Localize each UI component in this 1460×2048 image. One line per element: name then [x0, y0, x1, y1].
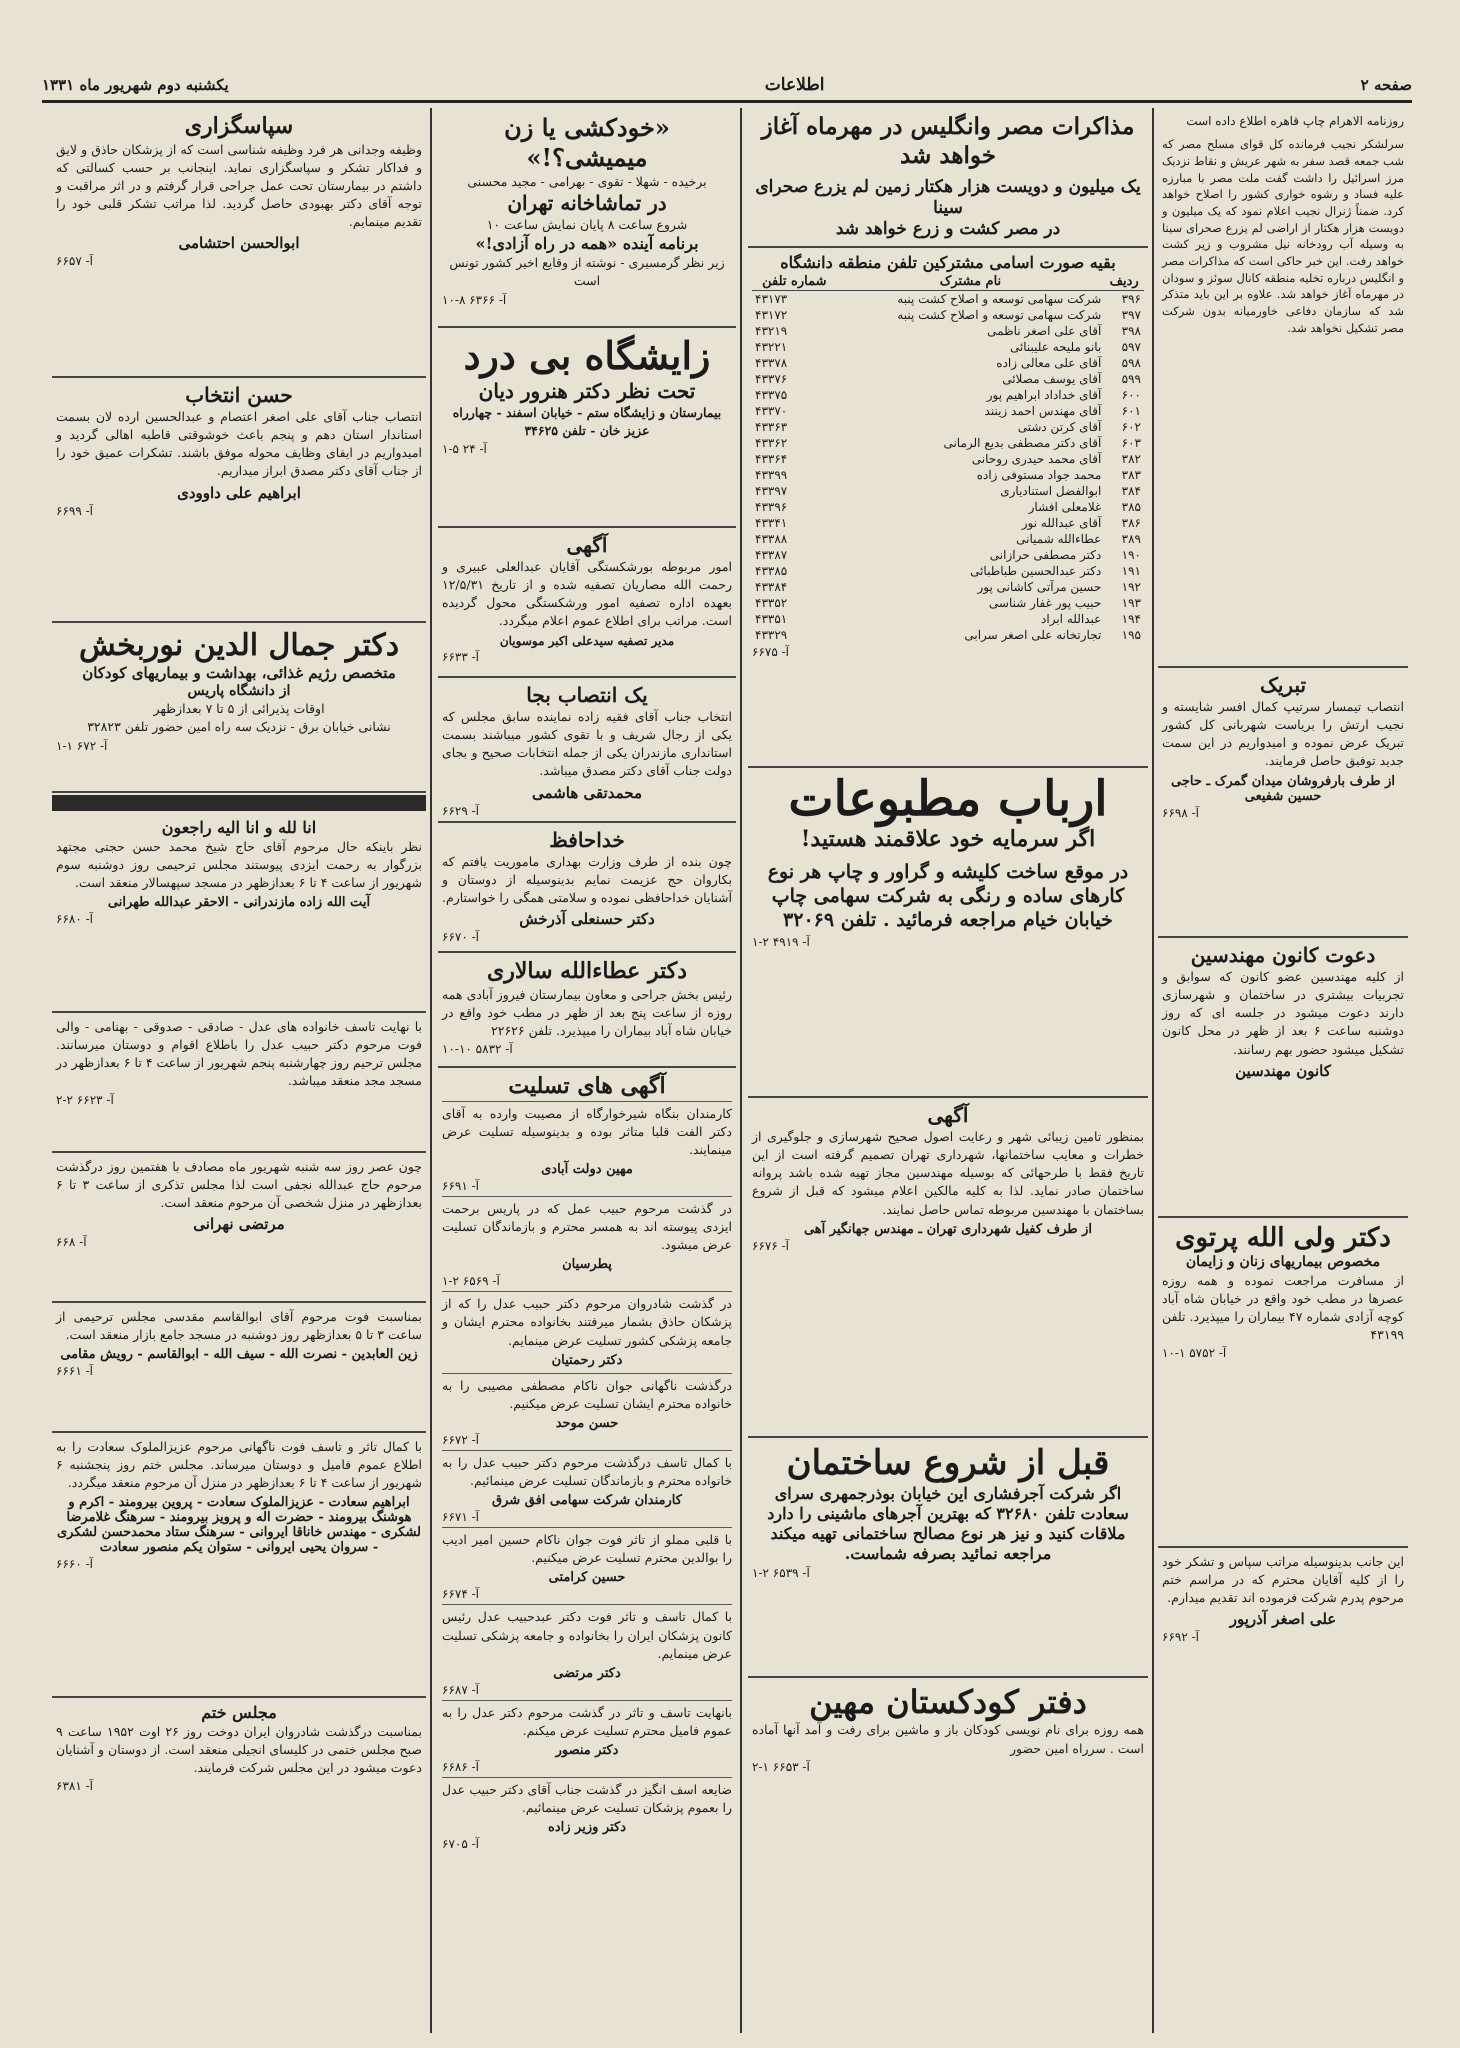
- congrats-body: انتصاب تیمسار سرتیپ کمال افسر شایسته و نجیب ارتش را بریاست شهربانی کل کشور تبریک عرض نموده و امیدواریم در این سمت جدید توفیق حاصل فرمایند.: [1162, 699, 1404, 769]
- phone-number: ۴۳۳۶۴: [755, 452, 788, 466]
- condolence-sig: حسین کرامتی: [548, 1570, 626, 1586]
- ad-code: آ- ۶۶۷۰: [442, 930, 479, 945]
- ad-code: آ- ۶۶۵۷: [56, 254, 93, 269]
- condolence-sig: حسن موحد: [555, 1415, 619, 1431]
- ad-code: آ- ۶۶۳۳: [442, 649, 479, 664]
- maternity-title: زایشگاه بی درد: [463, 333, 711, 378]
- column-rule: [740, 108, 742, 2033]
- maternity-subtitle: تحت نظر دکتر هنرور دیان: [478, 378, 696, 403]
- publishers-title: ارباب مطبوعات: [788, 771, 1108, 827]
- kanoon-body: از کلیه مهندسین عضو کانون که سوابق و تجربیات بیشتری در ساختمان و شهرسازی دارند دعوت میشود در جلسه ای که روز دوشنبه ساعت ۶ بعد از ظهر در محل کانون تشکیل میشود حضور بهم رسانند.: [1162, 969, 1404, 1057]
- doctor-hours: اوقات پذیرائی از ۵ تا ۷ بعدازظهر: [153, 701, 325, 717]
- ad-code: آ- ۶۶۲۳ ۲-۲: [56, 1092, 114, 1107]
- subscriber-name: دکتر مصطفی حرازانی: [989, 548, 1102, 562]
- thanks-ad: [52, 108, 426, 378]
- ad-code: آ- ۶۶۲۹: [442, 803, 479, 818]
- phone-number: ۴۳۳۷۵: [755, 388, 788, 402]
- farewell-title: خداحافظ: [549, 828, 625, 852]
- doctor-title: دکتر عطاءالله سالاری: [486, 958, 687, 984]
- notice-signature: از طرف کفیل شهرداری تهران ـ مهندس جهانگیر آهی: [803, 1221, 1093, 1237]
- headline: مذاکرات مصر وانگلیس در مهرماه آغاز خواهد شد: [761, 113, 1135, 169]
- appointment-signature: محمدتقی هاشمی: [532, 783, 642, 802]
- row-number: ۶۰۰: [1121, 388, 1141, 402]
- table-row: [752, 323, 1144, 339]
- phone-list-title: بقیه صورت اسامی مشترکین تلفن منطقه دانشگاه: [780, 253, 1116, 272]
- row-number: ۵۹۷: [1121, 340, 1141, 354]
- row-number: ۶۰۳: [1121, 436, 1141, 450]
- ad-code: آ- ۶۶۹۸: [1162, 805, 1199, 820]
- engineers-invitation: [1158, 938, 1408, 1218]
- doctor-subtitle: متخصص رژیم غذائی، بهداشت و بیماریهای کودکان: [82, 664, 396, 682]
- appointment-ad: [438, 678, 736, 823]
- good-choice-title: حسن انتخاب: [185, 383, 293, 407]
- doctor-partovi-ad: [1158, 1218, 1408, 1548]
- condolence-item: [442, 1196, 732, 1291]
- mourning-title: مجلس ختم: [201, 1703, 277, 1722]
- condolence-item: [442, 1450, 732, 1527]
- doctor-body: رئیس بخش جراحی و معاون بیمارستان فیروز آبادی همه روزه از ساعت پنج بعد از ظهر در مطب خود واقع در خیابان شاه آباد بیماران را میپذیرد. تلفن ۲۲۶۲۶: [442, 986, 732, 1038]
- theater-times: شروع ساعت ۸ پایان نمایش ساعت ۱۰: [486, 217, 688, 233]
- note-body: این جانب بدینوسیله مراتب سپاس و تشکر خود را از کلیه آقایان محترم که در مراسم ختم مرحوم پدرم شرکت فرموده اند تقدیم میدارم.: [1162, 1554, 1404, 1606]
- construction-title: قبل از شروع ساختمان: [786, 1443, 1110, 1483]
- condolence-item: [442, 1527, 732, 1604]
- good-choice-body: انتصاب جناب آقای علی اصغر اعتصام و عبدالحسین ارده لان بسمت استاندار استان دهم و پنجم باعث خوشوقتی قاطبه اهالی گردید و امیدواریم در ایفای وظایف محوله موفق باشند. تشکرات عمیق خود را از جناب آقای دکتر مصدق ابراز میداریم.: [56, 409, 422, 479]
- phone-number: ۴۳۳۸۵: [755, 564, 788, 578]
- phone-number: ۴۳۳۷۶: [755, 372, 788, 386]
- doctor-university: از دانشگاه پاریس: [187, 682, 291, 699]
- phone-number: ۴۳۳۸۸: [755, 532, 788, 546]
- notice-title: آگهی: [927, 1103, 969, 1127]
- paper-name: اطلاعات: [764, 75, 825, 95]
- column-1: [1158, 108, 1408, 2038]
- row-number: ۳۸۵: [1121, 500, 1141, 514]
- subscriber-name: حسین مرآتی کاشانی پور: [977, 580, 1102, 594]
- ad-code: آ- ۶۶۶۱: [56, 1364, 93, 1379]
- ad-code: آ- ۵۸۳۲ ۱۰-۱۰: [442, 1041, 513, 1056]
- mourning-ad-3: [52, 1153, 426, 1303]
- table-row: [752, 515, 1144, 531]
- notice-body: بمنظور تامین زیبائی شهر و رعایت اصول صحیح شهرسازی و جلوگیری از خطرات و معایب ساختمانها، شهرداری تهران تصمیم گرفته است از این تاریخ فقط با طرحهائی که بوسیله مهندسین مجاز تهیه شده باشد پروانه ساختمان صادر نماید. لذا به کلیه مالکین اعلام میشود که قبل از شروع بساختمان با مهندسین مربوطه تماس حاصل نمایند.: [752, 1129, 1144, 1217]
- column-2: [748, 108, 1148, 2038]
- subscriber-name: عطاءالله شمیانی: [1016, 532, 1102, 546]
- row-number: ۱۹۵: [1121, 628, 1141, 642]
- condolences-section: [438, 1068, 736, 2028]
- condolence-code: آ- ۶۶۷۱: [442, 1510, 479, 1525]
- doctor-subtitle: مخصوص بیماریهای زنان و زایمان: [1185, 1254, 1381, 1271]
- row-number: ۱۹۰: [1121, 548, 1141, 562]
- phone-number: ۴۳۳۹۹: [755, 468, 788, 482]
- theater-ad: [438, 108, 736, 328]
- ad-code: آ- ۶۶۷۶: [752, 1238, 789, 1253]
- theater-note: زیر نظر گرمسیری - نوشته از وقایع اخیر کشور تونس است: [449, 255, 725, 289]
- ad-code: آ- ۲۴ ۵-۱: [442, 441, 487, 456]
- phone-number: ۴۳۲۲۱: [755, 340, 788, 354]
- phone-number: ۴۳۳۷۸: [755, 356, 788, 370]
- table-row: [752, 611, 1144, 627]
- phone-number: ۴۳۲۱۹: [755, 324, 788, 338]
- mourning-body: بمناسبت فوت مرحوم آقای ابوالقاسم مقدسی مجلس ترحیمی از ساعت ۳ تا ۵ بعدازظهر روز دوشنبه در مسجد جامع بازار منعقد است.: [56, 1309, 422, 1343]
- page-number: صفحه ۲: [1360, 76, 1412, 94]
- news-body: سرلشکر نجیب فرمانده کل قوای مسلح مصر که شب جمعه قصد سفر به شهر عریش و نقاط نزدیک مرز اسرائیل را داشت گفت ملت مصر با مبارزه علیه فساد و رشوه خواری کشور را اصلاح خواهد کرد. ضمناً ژنرال نجیب اعلام نمود که یک میلیون و دویست هزار هکتار از اراضی لم یزرع صحرای سینا به وسیله آب رودخانه نیل مشروب و زیر کشت خواهد رفت. این خبر حاکی است که مذاکرات مصر و انگلیس درباره تخلیه منطقه کانال سوئز و سودان در مهرماه آغاز خواهد شد. علاوه بر این باید متذکر شد که سازمان دفاعی خاورمیانه بدون شرکت مصر تشکیل نخواهد شد.: [1162, 137, 1404, 335]
- table-row: [752, 467, 1144, 483]
- condolence-item: [442, 1700, 732, 1777]
- subscriber-name: غلامعلی افشار: [1028, 500, 1102, 514]
- good-choice-ad: [52, 378, 426, 623]
- column-rule: [1152, 108, 1154, 2033]
- condolence-code: آ- ۶۶۸۶: [442, 1760, 479, 1774]
- table-row: [752, 499, 1144, 515]
- farewell-body: چون بنده از طرف وزارت بهداری ماموریت یافتم که بکاروان حج عزیمت نمایم بدینوسیله از دوستان و آشنایان خداحافظی نموده و سلامتی همگی را خواستارم.: [442, 854, 732, 906]
- subheadline-1: یک میلیون و دویست هزار هکتار زمین لم یزرع صحرای سینا: [755, 176, 1141, 218]
- thanks-note: [1158, 1548, 1408, 1708]
- col-header: شماره تلفن: [752, 273, 837, 291]
- table-row: [752, 387, 1144, 403]
- subscriber-name: آقای علی اصغر ناظمی: [987, 324, 1102, 338]
- kanoon-title: دعوت کانون مهندسین: [1190, 943, 1376, 967]
- subscriber-name: دکتر عبدالحسین طباطبائی: [970, 564, 1102, 578]
- condolence-code: آ- ۶۶۷۴: [442, 1587, 479, 1602]
- issue-date: یکشنبه دوم شهریور ماه ۱۳۳۱: [42, 76, 229, 94]
- subscriber-name: شرکت سهامی توسعه و اصلاح کشت پنبه: [897, 308, 1102, 322]
- col-header: ردیف: [1104, 273, 1144, 291]
- condolence-body: با کمال تاسف درگذشت مرحوم دکتر حبیب عدل را به خانواده محترم و بازماندگان تسلیت عرض مینمائیم.: [442, 1454, 732, 1488]
- row-number: ۱۹۲: [1121, 580, 1141, 594]
- kindergarten-body: همه روزه برای نام نویسی کودکان باز و ماشین برای رفت و آمد آنها آماده است . سرراه امین حضور: [752, 1722, 1144, 1756]
- condolence-code: آ- ۶۶۹۱: [442, 1178, 479, 1193]
- table-row: [752, 419, 1144, 435]
- condolences-title: آگهی های تسلیت: [508, 1073, 666, 1099]
- table-row: [752, 355, 1144, 371]
- condolence-body: ضایعه اسف انگیز در گذشت جناب آقای دکتر حبیب عدل را بعموم پزشکان تسلیت عرض مینمائیم.: [442, 1782, 732, 1816]
- mourning-ad-6: [52, 1698, 426, 1848]
- ad-code: آ- ۶۳۶۶ ۸-۱۰: [442, 292, 507, 307]
- row-number: ۱۹۱: [1121, 564, 1141, 578]
- mourning-signature: مرتضی نهرانی: [193, 1215, 285, 1234]
- phone-number: ۴۳۳۲۹: [755, 628, 788, 642]
- subscriber-name: ابوالفضل استنادیاری: [1000, 484, 1102, 498]
- ad-code: آ- ۶۶۸۰: [56, 912, 93, 927]
- doctor-address: نشانی خیابان برق - نزدیک سه راه امین حضور تلفن ۳۲۸۲۳: [87, 719, 391, 735]
- good-choice-signature: ابراهیم علی داوودی: [177, 483, 301, 502]
- mourning-body: بمناسبت درگذشت شادروان ایران دوخت روز ۲۶ اوت ۱۹۵۲ ساعت ۹ صبح مجلس ختمی در کلیسای انجیلی منعقد است. از دوستان و آشنایان دعوت میشود در این مجلس شرکت فرمایند.: [56, 1724, 422, 1776]
- note-signature: علی اصغر آذرپور: [1229, 1610, 1337, 1629]
- condolence-item: [442, 1291, 732, 1372]
- condolence-body: با قلبی مملو از تاثر فوت جوان ناکام حسین امیر ادیب را بوالدین محترم تسلیت عرض میکنیم.: [442, 1532, 732, 1566]
- condolence-body: بانهایت تاسف و تاثر در گذشت مرحوم دکتر عدل را به عموم فامیل محترم تسلیت عرض میکنم.: [442, 1704, 732, 1738]
- thanks-title: سپاسگزاری: [184, 113, 294, 139]
- maternity-ad: [438, 328, 736, 528]
- thanks-body: وظیفه وجدانی هر فرد وظیفه شناسی است که از پزشکان حاذق و لایق و فداکار تشکر و سپاسگزاری نماید. اینجانب بر حسب کسالتی که داشتم در بیمارستان تحت عمل جراحی قرار گرفتم و در اثر مراقبت و توجه آقای دکتر بهبودی حاصل گردید. لذا مراتب تشکر قلبی خود را تقدیم مینمایم.: [56, 141, 422, 229]
- row-number: ۱۹۴: [1121, 612, 1141, 626]
- theater-venue: در تماشاخانه تهران: [507, 191, 667, 216]
- condolence-sig: دکتر رحمتیان: [551, 1352, 623, 1368]
- subscriber-name: عبدالله ابراد: [1041, 612, 1102, 626]
- theater-cast: برخیده - شهلا - تقوی - بهرامی - مجید محسنی: [467, 174, 707, 189]
- ad-code: آ- ۶۶۶۰: [56, 1557, 93, 1572]
- row-number: ۶۰۱: [1121, 404, 1141, 418]
- column-rule: [430, 108, 432, 2033]
- table-row: [752, 579, 1144, 595]
- subscriber-name: آقای مهندس احمد زینند: [984, 404, 1102, 418]
- subheadline-2: در مصر کشت و زرع خواهد شد: [835, 219, 1061, 239]
- subscriber-name: محمد جواد مستوفی زاده: [976, 468, 1102, 482]
- phone-number: ۴۳۱۷۳: [755, 292, 788, 306]
- subscriber-name: تجارتخانه علی اصغر سرابی: [964, 628, 1102, 642]
- table-row: [752, 451, 1144, 467]
- column-3: [438, 108, 736, 2038]
- row-number: ۵۹۹: [1121, 372, 1141, 386]
- condolence-body: در گذشت شادروان مرحوم دکتر حبیب عدل را که از پزشکان حاذق بشمار میرفتند بخانواده محترم ایشان و جامعه پزشکی کشور تسلیت عرض مینمایم.: [442, 1296, 732, 1348]
- publishers-line1: اگر سرمایه خود علاقمند هستید!: [800, 825, 1096, 852]
- mourning-title: انا لله و انا الیه راجعون: [161, 818, 317, 837]
- phone-number: ۴۳۳۶۲: [755, 436, 788, 450]
- thanks-signature: ابوالحسن احتشامی: [178, 234, 300, 253]
- doctor-body: از مسافرت مراجعت نموده و همه روزه عصرها در مطب خود واقع در خیابان شاه آباد کوچه آزادی شماره ۴۷ بیماران را میپذیرد. تلفن ۴۳۱۹۹: [1162, 1272, 1404, 1343]
- bankruptcy-notice: [438, 528, 736, 678]
- ad-code: آ- ۶۳۸۱: [56, 1779, 93, 1794]
- condolence-sig: دکتر منصور: [555, 1743, 619, 1758]
- phone-number: ۴۳۳۸۷: [755, 548, 788, 562]
- ad-code: آ- ۶۵۳۹ ۲-۱: [752, 1565, 810, 1580]
- table-row: [752, 547, 1144, 563]
- phone-number: ۴۳۳۶۳: [755, 420, 788, 434]
- column-4: [52, 108, 426, 2038]
- phone-table: [752, 273, 1144, 643]
- ad-code: آ- ۶۶۵۳ ۱-۲: [752, 1759, 810, 1774]
- doctor-nourbakhsh-ad: [52, 623, 426, 793]
- table-row: [752, 627, 1144, 643]
- mourning-signature: ابراهیم سعادت - عزیزالملوک سعادت - پروین بیرومند - اکرم و هوشنگ بیرومند - حضرت اله و پرویز بیرومند - سرهنگ غلامرضا لشکری - مهندس خاناقا ایروانی - سرهنگ ستاد محمدحسن لشکری - سروان یحیی ایروانی - ستوان یکم منصور سعادت: [56, 1495, 422, 1556]
- kindergarten-title: دفتر کودکستان مهین: [809, 1683, 1087, 1721]
- table-row: [752, 531, 1144, 547]
- publishers-ad: [748, 768, 1148, 1098]
- headline-block: [748, 108, 1148, 248]
- condolence-body: درگذشت ناگهانی جوان ناکام مصطفی مصیبی را به خانواده محترم ایشان تسلیت عرض میکنیم.: [442, 1377, 732, 1411]
- appointment-title: یک انتصاب بجا: [526, 683, 648, 707]
- row-number: ۳۸۳: [1121, 468, 1141, 482]
- phone-list: [748, 248, 1148, 768]
- condolence-code: آ- ۶۵۶۹ ۲-۱: [442, 1274, 500, 1289]
- table-row: [752, 291, 1144, 308]
- table-row: [752, 435, 1144, 451]
- condolence-item: [442, 1101, 732, 1196]
- row-number: ۳۹۷: [1121, 308, 1141, 322]
- phone-number: ۴۳۳۸۴: [755, 580, 788, 594]
- subscriber-name: آقای علی معالی زاده: [996, 356, 1102, 370]
- row-number: ۳۸۶: [1121, 516, 1141, 530]
- row-number: ۳۹۶: [1121, 292, 1141, 306]
- condolence-sig: کارمندان شرکت سهامی افق شرق: [492, 1493, 682, 1509]
- news-kicker: روزنامه الاهرام چاپ قاهره اطلاع داده است: [1186, 114, 1404, 128]
- row-number: ۵۹۸: [1121, 356, 1141, 370]
- mourning-ad-1: [52, 813, 426, 1013]
- table-row: [752, 563, 1144, 579]
- ad-code: آ- ۶۶۹۹: [56, 503, 93, 518]
- condolence-sig: پطرسیان: [562, 1257, 612, 1273]
- phone-number: ۴۳۳۵۱: [755, 612, 788, 626]
- condolence-item: [442, 1604, 732, 1699]
- mourning-signature: زین العابدین - نصرت الله - سیف الله - ابوالقاسم - رویش مقامی: [60, 1347, 418, 1363]
- phone-number: ۴۳۱۷۲: [755, 308, 788, 322]
- phone-number: ۴۳۳۷۰: [755, 404, 788, 418]
- row-number: ۳۸۴: [1121, 484, 1141, 498]
- ad-code: آ- ۶۷۲ ۱-۱: [56, 738, 108, 753]
- condolence-body: کارمندان بنگاه شیرخوارگاه از مصیبت وارده به آقای دکتر الفت قلبا متاثر بوده و بدینوسیله تسلیت عرض مینمایند.: [442, 1105, 732, 1157]
- maternity-address: بیمارستان و زایشگاه ستم - خیابان اسفند - چهارراه عزیز خان - تلفن ۳۴۶۲۵: [452, 404, 722, 438]
- theater-title: «خودکشی یا زن میمیشی؟!»: [504, 113, 670, 172]
- table-row: [752, 595, 1144, 611]
- condolence-item: [442, 1777, 732, 1854]
- publishers-line2: در موقع ساخت کلیشه و گراور و چاپ هر نوع کارهای ساده و رنگی به شرکت سهامی چاپ خیابان خیام مراجعه فرمائید . تلفن ۳۲۰۶۹: [767, 861, 1129, 931]
- appointment-body: انتخاب جناب آقای فقیه زاده نماینده سابق مجلس که یکی از رجال شریف و با تقوی کشور میباشند بسمت استانداری مازندران یکی از جمله انتخابات صحیح و بجای دولت جناب آقای دکتر مصدق میباشد.: [442, 709, 732, 779]
- subscriber-name: حبیب پور غفار شناسی: [988, 596, 1102, 610]
- table-row: [752, 483, 1144, 499]
- table-row: [752, 307, 1144, 323]
- congrats-ad: [1158, 668, 1408, 938]
- mourning-ad-5: [52, 1433, 426, 1698]
- kanoon-signature: کانون مهندسین: [1235, 1061, 1331, 1080]
- ad-code: آ- ۵۷۵۲ ۱-۱۰: [1162, 1346, 1227, 1361]
- condolence-code: آ- ۶۷۰۵: [442, 1837, 479, 1852]
- mourning-body: چون عصر روز سه شنبه شهریور ماه مصادف با هفتمین روز درگذشت مرحوم حاج عبدالله نجفی است لذا مجلس تذکری از ساعت ۳ تا ۶ بعدازظهر در منزل شخصی آن مرحوم منعقد است.: [56, 1159, 423, 1211]
- theater-next: برنامه آینده «همه در راه آزادی!»: [475, 234, 699, 254]
- farewell-signature: دکتر حسنعلی آذرخش: [519, 910, 655, 929]
- table-row: [752, 339, 1144, 355]
- subscriber-name: بانو ملیحه علیبنائی: [1009, 340, 1102, 354]
- table-row: [752, 403, 1144, 419]
- row-number: ۱۹۳: [1121, 596, 1141, 610]
- subscriber-name: آقای خداداد ابراهیم پور: [986, 388, 1102, 402]
- row-number: ۳۸۹: [1121, 532, 1141, 546]
- doctor-title: دکتر جمال الدین نوربخش: [78, 628, 400, 663]
- subscriber-name: آقای دکتر مصطفی بدیع الرمانی: [943, 436, 1102, 450]
- row-number: ۳۸۲: [1121, 452, 1141, 466]
- separator-bar: [52, 795, 426, 811]
- col-header: نام مشترک: [837, 273, 1105, 291]
- condolence-item: [442, 1373, 732, 1450]
- kindergarten-ad: [748, 1678, 1148, 1828]
- mourning-body: نظر باینکه حال مرحوم آقای حاج شیخ محمد حسن حجتی مجتهد بزرگوار به رحمت ایزدی پیوستند مجلس ترحیمی روز دوشنبه سوم شهریور از ساعت ۴ تا ۶ بعدازظهر در مسجد سپهسالار منعقد است.: [56, 839, 422, 891]
- construction-body: اگر شرکت آجرفشاری این خیابان بوذرجمهری سرای سعادت تلفن ۳۲۶۸۰ که بهترین آجرهای ماشینی را دارد ملاقات کنید و نیز هر نوع مصالح ساختمانی تهیه میکند مراجعه نمائید بصرفه شماست.: [767, 1483, 1129, 1563]
- page-header: [42, 70, 1412, 103]
- phone-number: ۴۳۳۹۶: [755, 500, 788, 514]
- condolence-sig: دکتر وزیر زاده: [548, 1820, 626, 1836]
- condolence-code: آ- ۶۶۷۲: [442, 1432, 479, 1447]
- mourning-signature: آیت الله زاده مازندرانی - الاحقر عبدالله طهرانی: [107, 895, 371, 911]
- doctor-title: دکتر ولی الله پرتوی: [1175, 1223, 1391, 1253]
- subscriber-name: آقای محمد حیدری روحانی: [971, 452, 1102, 466]
- construction-ad: [748, 1438, 1148, 1678]
- condolence-sig: دکتر مرتضی: [553, 1665, 621, 1681]
- mourning-ad-2: [52, 1013, 426, 1153]
- subscriber-name: آقای یوسف مصلائی: [1002, 372, 1102, 386]
- phone-number: ۴۳۳۴۱: [755, 516, 788, 530]
- mourning-body: با نهایت تاسف خانواده های عدل - صادقی - صدوقی - بهنامی - والی فوت مرحوم دکتر حبیب عدل را باطلاع اقوام و دوستان میرسانند. مجلس ترحیم روز چهارشنبه پنجم شهریور از ساعت ۴ تا ۶ بعدازظهر در مسجد مجد منعقد میباشد.: [56, 1019, 422, 1089]
- notice-title: آگهی: [566, 533, 608, 557]
- notice-body: امور مربوطه بورشکستگی آقایان عبدالعلی عبیری و رحمت الله مصاریان تصفیه شده و از تاریخ ۱۲/۵/۳۱ بعهده اداره تصفیه امور ورشکستگی محول گردیده است. مراتب برای اطلاع عموم اعلام میگردد.: [442, 559, 732, 629]
- doctor-salari-ad: [438, 953, 736, 1068]
- subscriber-name: شرکت سهامی توسعه و اصلاح کشت پنبه: [897, 292, 1102, 306]
- condolence-body: با کمال تاسف و تاثر فوت دکتر عبدحبیب عدل رئیس کانون پزشکان ایران را بخانواده و جامعه پزشکی تسلیت عرض مینمایم.: [442, 1609, 732, 1661]
- condolence-code: آ- ۶۶۸۷: [442, 1682, 479, 1697]
- congrats-title: تبریک: [1259, 673, 1307, 697]
- notice-signature: مدیر تصفیه سیدعلی اکبر موسویان: [499, 633, 675, 648]
- ad-code: آ- ۶۶۸: [56, 1235, 87, 1250]
- row-number: ۳۹۸: [1121, 324, 1141, 338]
- phone-number: ۴۳۳۵۲: [755, 596, 788, 610]
- ad-code: آ- ۶۶۷۵: [752, 645, 789, 659]
- mourning-ad-4: [52, 1303, 426, 1433]
- row-number: ۶۰۲: [1121, 420, 1141, 434]
- congrats-signature: از طرف بارفروشان میدان گمرک ـ حاجی حسین شفیعی: [1170, 773, 1396, 804]
- subscriber-name: آقای عبدالله نور: [1021, 516, 1102, 530]
- table-row: [752, 371, 1144, 387]
- condolence-sig: مهین دولت آبادی: [541, 1161, 633, 1177]
- mourning-body: با کمال تاثر و تاسف فوت ناگهانی مرحوم عزیزالملوک سعادت را به اطلاع عموم فامیل و دوستان میرساند. مجلس ختم روز پنجشنبه ۶ شهریور از ساعت ۴ تا ۶ بعدازظهر در منزل آن مرحوم منعقد میگردد.: [56, 1439, 422, 1491]
- farewell-ad: [438, 823, 736, 953]
- condolence-body: در گذشت مرحوم حبیب عمل که در پاریس برحمت ایزدی پیوسته اند به همسر محترم و بازماندگان تسلیت عرض میشود.: [442, 1200, 732, 1253]
- phone-number: ۴۳۳۹۷: [755, 484, 788, 498]
- ad-code: آ- ۶۶۹۲: [1162, 1630, 1199, 1645]
- ad-code: آ- ۴۹۱۹ ۲-۱: [752, 934, 810, 949]
- subscriber-name: آقای کرتن دشتی: [1017, 420, 1102, 434]
- municipality-notice: [748, 1098, 1148, 1438]
- lead-news: [1158, 108, 1408, 668]
